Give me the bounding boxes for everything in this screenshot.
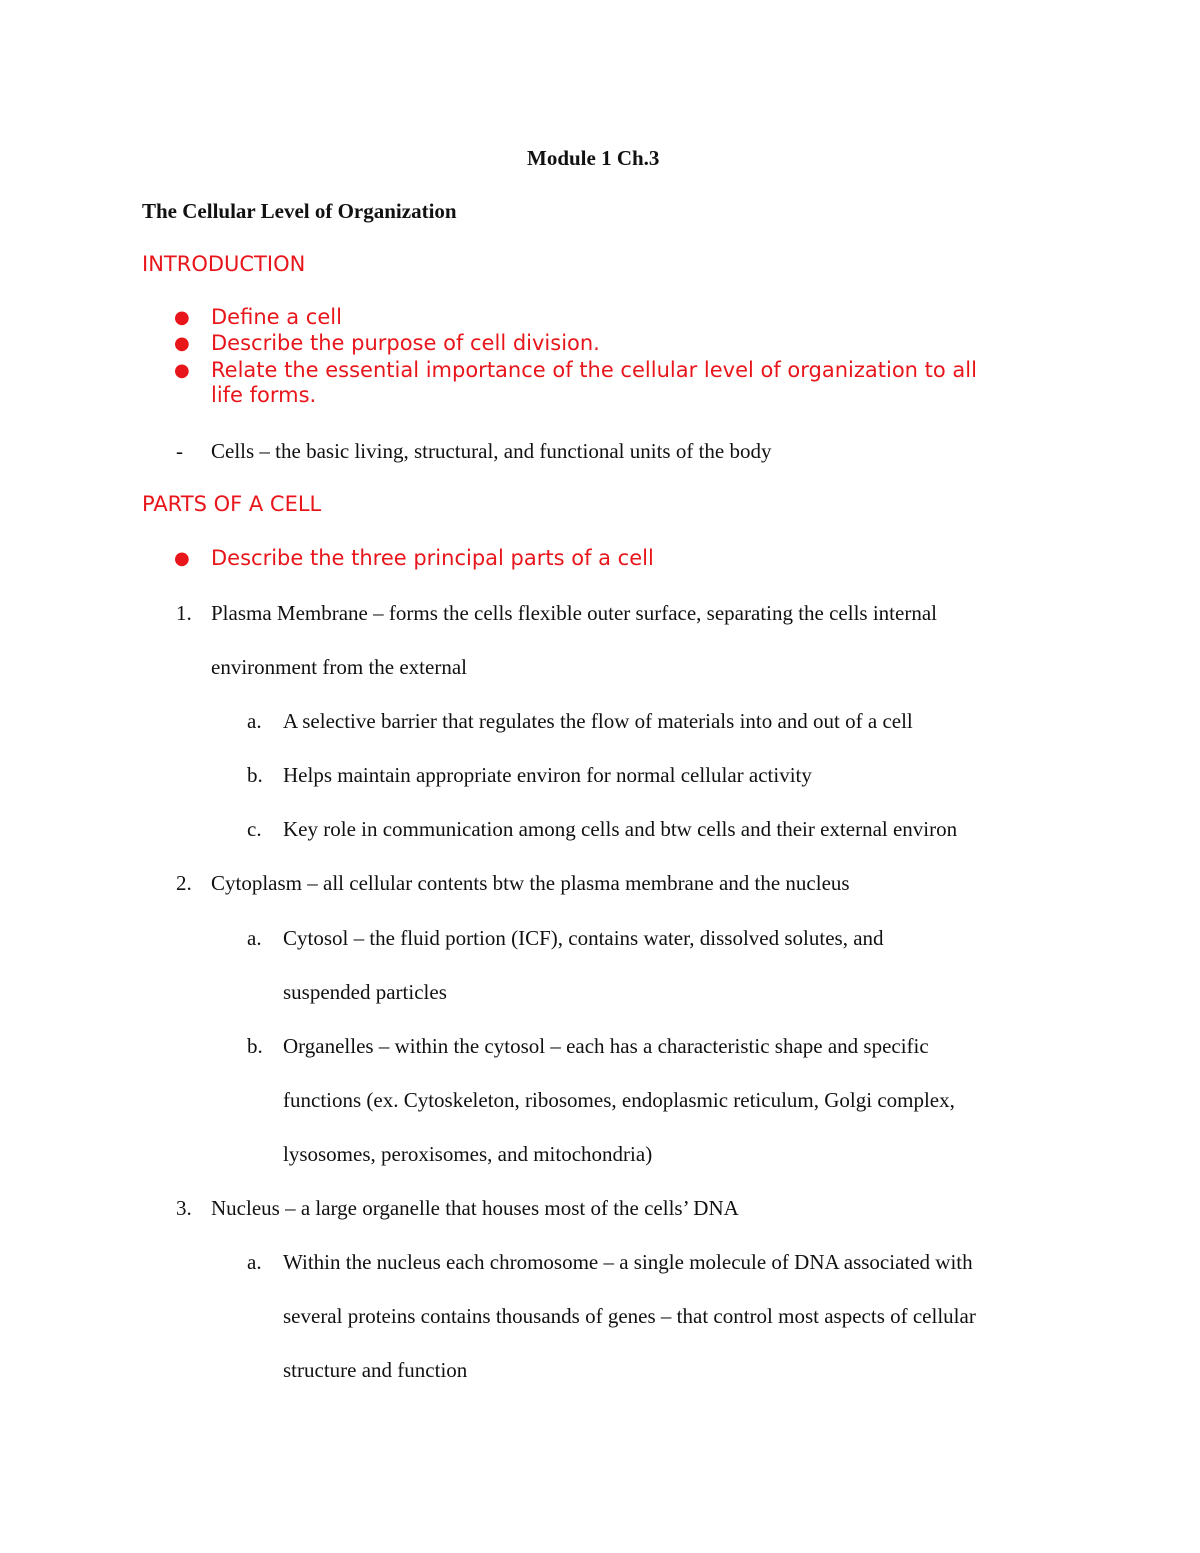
sub-list-marker: b.	[247, 1034, 263, 1058]
sub-list-item-text: several proteins contains thousands of genes – that control most aspects of cellular	[283, 1304, 976, 1328]
dash-marker: -	[176, 439, 183, 463]
objective-item: Describe the purpose of cell division.	[211, 331, 600, 355]
sub-list-marker: a.	[247, 926, 262, 950]
bullet-icon: ●	[174, 307, 190, 328]
list-item-text: environment from the external	[211, 655, 467, 679]
list-marker: 3.	[176, 1196, 192, 1220]
sub-list-marker: c.	[247, 817, 262, 841]
sub-list-marker: a.	[247, 709, 262, 733]
list-marker: 1.	[176, 601, 192, 625]
sub-list-item-text: Cytosol – the fluid portion (ICF), contains water, dissolved solutes, and	[283, 926, 884, 950]
list-marker: 2.	[176, 871, 192, 895]
sub-list-item-text: lysosomes, peroxisomes, and mitochondria)	[283, 1142, 653, 1166]
sub-list-marker: a.	[247, 1250, 262, 1274]
sub-list-item-text: Organelles – within the cytosol – each has a characteristic shape and specific	[283, 1034, 929, 1058]
introduction-heading: INTRODUCTION	[142, 252, 306, 276]
parts-heading: PARTS OF A CELL	[142, 492, 322, 516]
section-title: The Cellular Level of Organization	[142, 199, 457, 223]
objective-item-continuation: life forms.	[211, 383, 317, 407]
bullet-icon: ●	[174, 333, 190, 354]
sub-list-item-text: A selective barrier that regulates the flow of materials into and out of a cell	[283, 709, 913, 733]
sub-list-item-text: functions (ex. Cytoskeleton, ribosomes, endoplasmic reticulum, Golgi complex,	[283, 1088, 955, 1112]
objective-item: Define a cell	[211, 305, 342, 329]
sub-list-item-text: Key role in communication among cells and btw cells and their external environ	[283, 817, 958, 841]
objective-item: Relate the essential importance of the cellular level of organization to all	[211, 358, 977, 382]
document-title: Module 1 Ch.3	[527, 146, 660, 170]
list-item-text: Nucleus – a large organelle that houses most of the cells’ DNA	[211, 1196, 739, 1220]
parts-objective: Describe the three principal parts of a cell	[211, 546, 654, 570]
list-item-text: Cytoplasm – all cellular contents btw the plasma membrane and the nucleus	[211, 871, 850, 895]
sub-list-item-text: structure and function	[283, 1358, 468, 1382]
sub-list-marker: b.	[247, 763, 263, 787]
bullet-icon: ●	[174, 548, 190, 569]
bullet-icon: ●	[174, 360, 190, 381]
sub-list-item-text: Within the nucleus each chromosome – a single molecule of DNA associated with	[283, 1250, 973, 1274]
sub-list-item-text: suspended particles	[283, 980, 447, 1004]
cell-definition: Cells – the basic living, structural, and functional units of the body	[211, 439, 772, 463]
list-item-text: Plasma Membrane – forms the cells flexible outer surface, separating the cells internal	[211, 601, 937, 625]
sub-list-item-text: Helps maintain appropriate environ for normal cellular activity	[283, 763, 812, 787]
